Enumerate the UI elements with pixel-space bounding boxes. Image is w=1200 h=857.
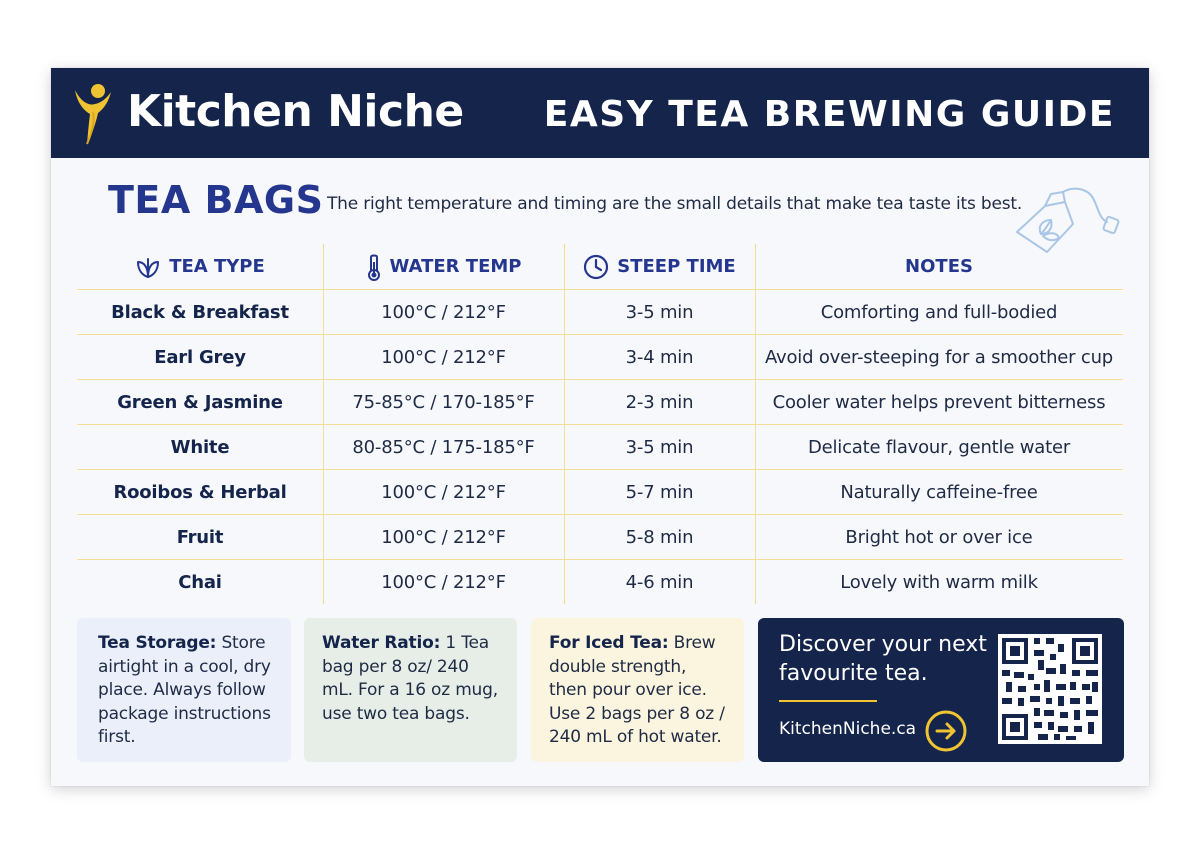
website-link[interactable]: KitchenNiche.ca: [779, 719, 917, 739]
promo-text: Discover your next favourite tea.: [779, 632, 987, 686]
water-temp-cell: 100°C / 212°F: [381, 347, 506, 368]
clock-icon: [583, 254, 609, 280]
table-row: [77, 514, 1123, 560]
water-temp-cell: 100°C / 212°F: [381, 302, 506, 323]
tip-text: 1 Tea bag per 8 oz/ 240 mL. For a 16 oz mug, use two tea bags.: [322, 633, 498, 724]
notes-cell: Lovely with warm milk: [840, 572, 1038, 593]
table-row: [77, 334, 1123, 380]
header-label: TEA TYPE: [169, 256, 265, 277]
steep-time-cell: 5-7 min: [625, 482, 694, 503]
tip-iced-tea: [531, 618, 744, 762]
promo-panel: [758, 618, 1124, 762]
header-notes: [755, 244, 1123, 289]
tea-type-cell: Chai: [178, 572, 222, 593]
header-steep-time: [564, 244, 755, 289]
steep-time-cell: 3-5 min: [625, 302, 694, 323]
tip-title: Tea Storage:: [98, 633, 217, 653]
tip-water-ratio: [304, 618, 517, 762]
notes-cell: Comforting and full-bodied: [820, 302, 1058, 323]
steep-time-cell: 3-5 min: [625, 437, 694, 458]
brand-name: Kitchen Niche: [127, 86, 464, 137]
tip-title: For Iced Tea:: [549, 633, 669, 653]
tea-type-cell: Earl Grey: [154, 347, 246, 368]
tip-text: Brew double strength, then pour over ice. Use 2 bags per 8 oz / 240 mL of hot water.: [549, 633, 725, 747]
header-label: STEEP TIME: [617, 256, 736, 277]
tea-type-cell: Green & Jasmine: [117, 392, 283, 413]
header-label: WATER TEMP: [389, 256, 522, 277]
table-row: [77, 469, 1123, 515]
header-bar: [51, 68, 1149, 158]
tea-type-cell: White: [170, 437, 230, 458]
tea-type-cell: Black & Breakfast: [111, 302, 289, 323]
tea-type-cell: Rooibos & Herbal: [113, 482, 287, 503]
notes-cell: Cooler water helps prevent bitterness: [772, 392, 1106, 413]
leaf-icon: [135, 255, 161, 279]
notes-cell: Bright hot or over ice: [845, 527, 1033, 548]
water-temp-cell: 100°C / 212°F: [381, 527, 506, 548]
notes-cell: Avoid over-steeping for a smoother cup: [764, 347, 1114, 368]
tip-text: Store airtight in a cool, dry place. Always follow package instructions first.: [98, 633, 271, 747]
qr-code-icon[interactable]: [998, 634, 1102, 744]
table-row: [77, 379, 1123, 425]
section-subtitle: The right temperature and timing are the small details that make tea taste its best.: [327, 194, 1023, 214]
header-tea-type: [77, 244, 323, 289]
table-row: [77, 289, 1123, 335]
tip-tea-storage: [77, 618, 291, 762]
brewing-guide-card: [51, 68, 1149, 786]
section-title: TEA BAGS: [108, 178, 324, 222]
steep-time-cell: 5-8 min: [625, 527, 694, 548]
promo-divider: [779, 700, 877, 702]
water-temp-cell: 100°C / 212°F: [381, 572, 506, 593]
header-water-temp: [323, 244, 564, 289]
water-temp-cell: 100°C / 212°F: [381, 482, 506, 503]
dancing-figure-logo-icon: [71, 82, 113, 146]
tea-type-cell: Fruit: [176, 527, 224, 548]
water-temp-cell: 75-85°C / 170-185°F: [352, 392, 535, 413]
water-temp-cell: 80-85°C / 175-185°F: [352, 437, 535, 458]
tip-title: Water Ratio:: [322, 633, 441, 653]
notes-cell: Delicate flavour, gentle water: [807, 437, 1071, 458]
guide-title: EASY TEA BREWING GUIDE: [543, 94, 1115, 135]
table-header-row: [77, 244, 1123, 289]
steep-time-cell: 4-6 min: [625, 572, 694, 593]
steep-time-cell: 3-4 min: [625, 347, 694, 368]
steep-time-cell: 2-3 min: [625, 392, 694, 413]
notes-cell: Naturally caffeine-free: [840, 482, 1038, 503]
table-row: [77, 424, 1123, 470]
header-label: NOTES: [905, 256, 973, 277]
arrow-right-circle-icon[interactable]: [924, 709, 968, 753]
table-row: [77, 559, 1123, 605]
thermometer-icon: [366, 253, 382, 281]
